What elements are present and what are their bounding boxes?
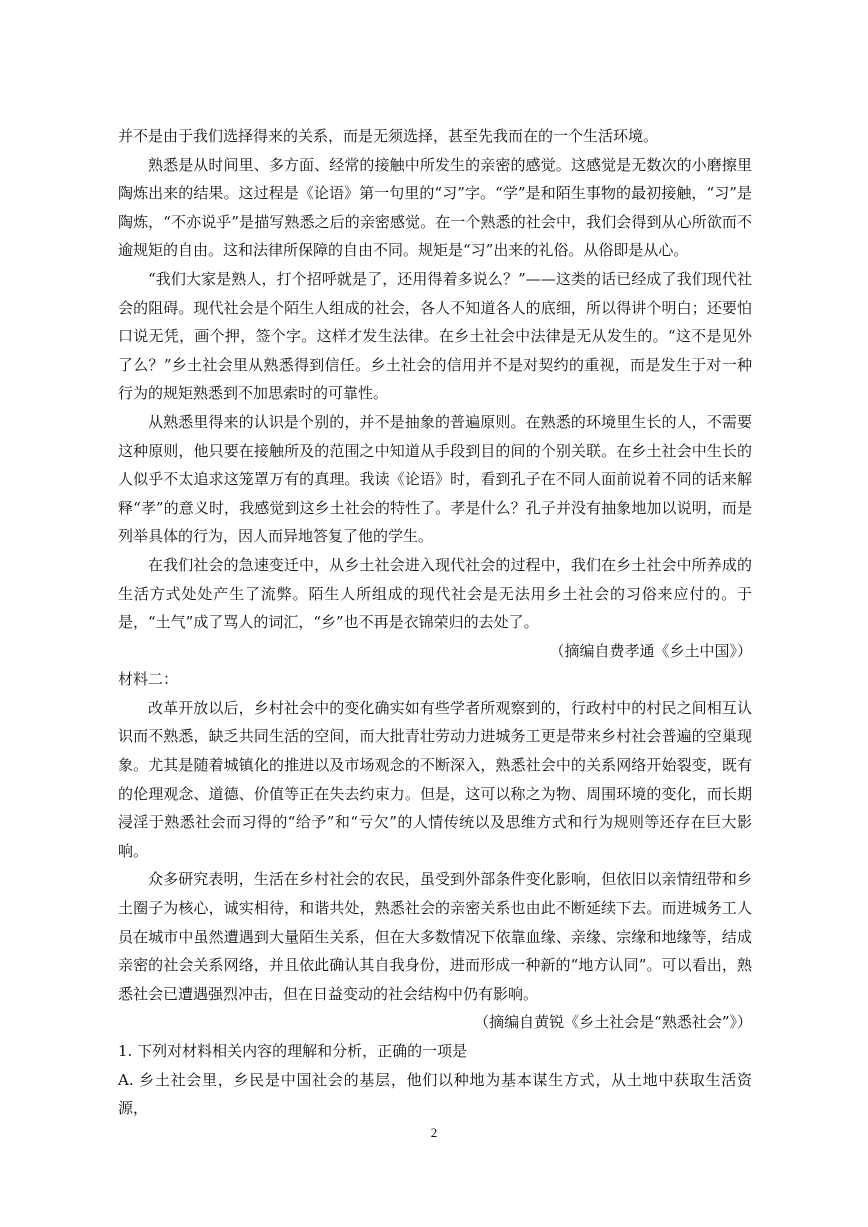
source-citation-two: （摘编自黄锐《乡土社会是“熟悉社会”》） [474,1013,752,1032]
paragraph-continued: 并不是由于我们选择得来的关系，而是无须选择，甚至先我而在的一个生活环境。 [118,127,659,145]
paragraph-knowledge: 从熟悉里得来的认识是个别的，并不是抽象的普遍原则。在熟悉的环境里生长的人，不需要这种原则，他只要在接触所及的范围之中知道从手段到目的间的个别关联。在乡土社会中生长的人似乎不太追求这笼罩万有的真理。我读《论语》时，看到孔子在不同人面前说着不同的话来解释“孝”的意义时，我感觉到这乡土社会的特性了。孝是什么？孔子并没有抽象地加以说明，而是列举具体的行为，因人而异地答复了他的学生。 [118,412,752,546]
source-citation-one: （摘编自费孝通《乡土中国》） [549,641,752,660]
paragraph-reform: 改革开放以后，乡村社会中的变化确实如有些学者所观察到的，行政村中的村民之间相互认识而不熟悉，缺乏共同生活的空间，而大批青壮劳动力进城务工更是带来乡村社会普遍的空巢现象。尤其是随着城镇化的推进以及市场观念的不断深入，熟悉社会中的关系网络开始裂变，既有的伦理观念、道德、价值等正在失去约束力。但是，这可以称之为物、周围环境的变化，而长期浸淫于熟悉社会而习得的“给予”和“亏欠”的人情传统以及思维方式和行为规则等还存在巨大影响。 [118,698,752,860]
question-option-a: A. 乡土社会里，乡民是中国社会的基层，他们以种地为基本谋生方式，从土地中获取生活资源， [118,1070,752,1118]
paragraph-familiarity: 熟悉是从时间里、多方面、经常的接触中所发生的亲密的感觉。这感觉是无数次的小磨擦里陶炼出来的结果。这过程是《论语》第一句里的“习”字。“学”是和陌生事物的最初接触，“习”是陶炼，“不亦说乎”是描写熟悉之后的亲密感觉。在一个熟悉的社会中，我们会得到从心所欲而不逾规矩的自由。这和法律所保障的自由不同。规矩是“习”出来的礼俗。从俗即是从心。 [118,155,752,260]
material-two-label: 材料二： [118,670,179,689]
page-body [118,122,752,1123]
page-number: 2 [430,1125,438,1140]
question-stem: 1. 下列对材料相关内容的理解和分析，正确的一项是 [118,1042,468,1060]
paragraph-research: 众多研究表明，生活在乡村社会的农民，虽受到外部条件变化影响，但依旧以亲情纽带和乡土圈子为核心，诚实相待，和谐共处，熟悉社会的亲密关系也由此不断延续下去。而进城务工人员在城市中虽然遭遇到大量陌生关系，但在大多数情况下依靠血缘、亲缘、宗缘和地缘等，结成亲密的社会关系网络，并且依此确认其自我身份，进而形成一种新的“地方认同”。可以看出，熟悉社会已遭遇强烈冲击，但在日益变动的社会结构中仍有影响。 [118,870,752,1003]
paragraph-social-change: 在我们社会的急速变迁中，从乡土社会进入现代社会的过程中，我们在乡土社会中所养成的生活方式处处产生了流弊。陌生人所组成的现代社会是无法用乡土社会的习俗来应付的。于是，“土气”成了骂人的词汇，“乡”也不再是衣锦荣归的去处了。 [118,555,752,632]
paragraph-acquaintance: “我们大家是熟人，打个招呼就是了，还用得着多说么？”——这类的话已经成了我们现代社会的阻碍。现代社会是个陌生人组成的社会，各人不知道各人的底细，所以得讲个明白；还要怕口说无凭，画个押，签个字。这样才发生法律。在乡土社会中法律是无从发生的。“这不是见外了么？”乡土社会里从熟悉得到信任。乡土社会的信用并不是对契约的重视，而是发生于对一种行为的规矩熟悉到不加思索时的可靠性。 [118,269,752,403]
